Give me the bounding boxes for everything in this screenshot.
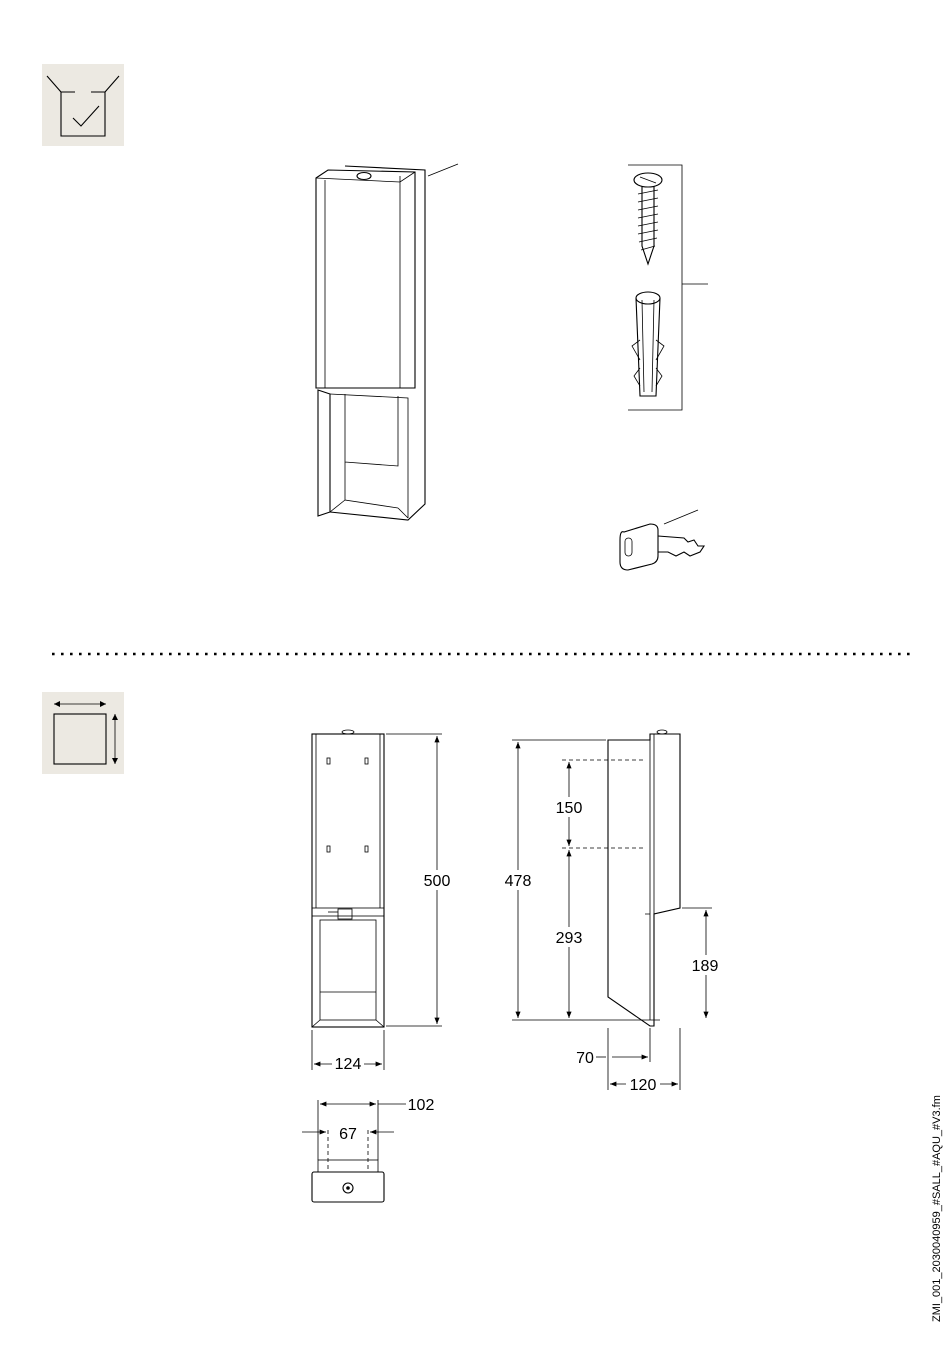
dimension-total-height: 500 xyxy=(423,873,451,890)
dimension-upper-spacing: 150 xyxy=(555,800,583,817)
square-dimensions-icon xyxy=(42,692,124,774)
dimension-front-width: 124 xyxy=(334,1056,362,1073)
dimension-top-outer: 102 xyxy=(407,1097,435,1114)
file-reference: ZMI_001_2030040959_#SALL_#AQU_#V3.fm xyxy=(931,1095,943,1322)
top-view-drawing xyxy=(302,1100,406,1202)
screw-icon xyxy=(634,173,662,264)
dimension-side-height: 478 xyxy=(504,873,532,890)
dimension-bottom-height: 189 xyxy=(691,958,719,975)
screw-and-plug-illustration xyxy=(628,165,708,410)
side-view-drawing xyxy=(502,730,722,1093)
key-illustration xyxy=(620,510,704,570)
dimension-lower-spacing: 293 xyxy=(555,930,583,947)
dimension-total-depth: 120 xyxy=(629,1077,657,1094)
dimension-top-inner: 67 xyxy=(339,1126,357,1143)
dispenser-perspective-illustration xyxy=(316,164,458,520)
front-view-drawing xyxy=(312,730,454,1073)
dimension-recess-depth: 70 xyxy=(576,1050,594,1067)
wall-plug-icon xyxy=(632,292,664,396)
box-check-icon xyxy=(42,64,124,146)
